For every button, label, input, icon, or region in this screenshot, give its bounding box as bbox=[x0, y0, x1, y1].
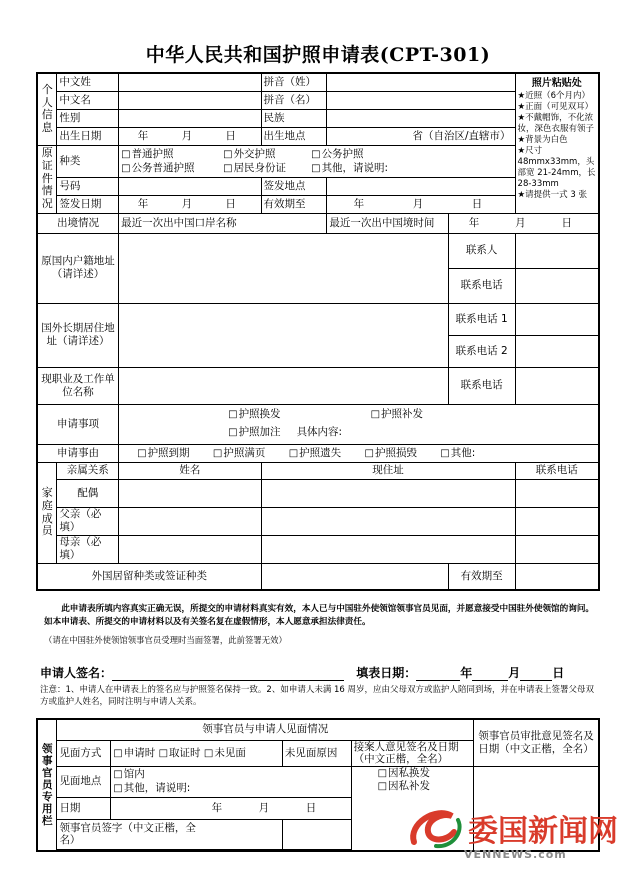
fill-day-field[interactable] bbox=[520, 669, 552, 681]
opt-damaged[interactable]: □ 护照损毁 bbox=[365, 447, 417, 459]
dob-field[interactable]: 年 月 日 bbox=[119, 127, 261, 145]
home-address-label: 原国内户籍地址（请详述） bbox=[37, 233, 119, 303]
form-title: 中华人民共和国护照申请表(CPT-301) bbox=[145, 44, 491, 66]
meeting-mode-label: 见面方式 bbox=[57, 740, 111, 766]
photo-rule: ★背景为白色 bbox=[517, 135, 568, 146]
dob-label: 出生日期 bbox=[57, 127, 119, 145]
meeting-date-label: 日期 bbox=[57, 797, 111, 819]
job-phone-label: 联系电话 bbox=[448, 367, 515, 404]
contact-person-label: 联系人 bbox=[448, 233, 515, 268]
valid-until-label: 有效期至 bbox=[261, 195, 327, 213]
job-label: 现职业及工作单位名称 bbox=[37, 367, 119, 404]
cn-surname-label: 中文姓 bbox=[57, 73, 119, 91]
consul-signature-field[interactable] bbox=[282, 819, 351, 849]
approver-header: 领事官员审批意见签名及日期（中文正楷，全名） bbox=[474, 719, 599, 766]
opt-ordinary-passport[interactable]: □ 普通护照 bbox=[121, 147, 223, 162]
phone2-label: 联系电话 2 bbox=[448, 335, 515, 367]
opt-meet-none[interactable]: □ 未见面 bbox=[204, 747, 246, 759]
residence-type-label: 外国居留种类或签证种类 bbox=[37, 563, 261, 590]
issue-place-label: 签发地点 bbox=[261, 177, 327, 195]
watermark-logo bbox=[404, 800, 634, 870]
pinyin-surname-field[interactable] bbox=[327, 73, 515, 91]
pinyin-name-label: 拼音（名） bbox=[261, 91, 327, 109]
job-phone-field[interactable] bbox=[515, 367, 599, 404]
father-name-field[interactable] bbox=[119, 507, 261, 535]
receiver-header: 接案人意见签名及日期（中文正楷，全名） bbox=[351, 740, 473, 766]
exit-label: 出境情况 bbox=[37, 213, 119, 233]
address-header: 现住址 bbox=[261, 462, 515, 479]
applicant-signature-label: 申请人签名： bbox=[40, 666, 113, 680]
signature-row: 申请人签名： 填表日期： 年 月 日 bbox=[40, 666, 565, 680]
opt-public-ordinary-passport[interactable]: □ 公务普通护照 bbox=[121, 161, 223, 176]
meeting-mode-options bbox=[111, 740, 283, 766]
abroad-address-field[interactable] bbox=[119, 303, 449, 367]
phone2-field[interactable] bbox=[515, 335, 599, 367]
spouse-phone-field[interactable] bbox=[515, 479, 599, 507]
pinyin-name-field[interactable] bbox=[327, 91, 515, 109]
mother-phone-field[interactable] bbox=[515, 535, 599, 563]
fill-year-field[interactable] bbox=[416, 669, 460, 681]
mother-name-field[interactable] bbox=[119, 535, 261, 563]
opt-endorse[interactable]: □ 护照加注 bbox=[228, 426, 280, 438]
endorse-detail-label: 具体内容: bbox=[296, 426, 343, 438]
cn-surname-field[interactable] bbox=[119, 73, 261, 91]
opt-expire[interactable]: □ 护照到期 bbox=[137, 447, 189, 459]
gender-label: 性别 bbox=[57, 109, 119, 127]
cert-group-label: 原 证 件 情 况 bbox=[37, 145, 57, 213]
meeting-header: 领事官员与申请人见面情况 bbox=[57, 719, 474, 740]
notes: 注意：1、申请人在申请表上的签名应与护照签名保持一致。2、如申请人未满 16 周岁，应由父母双方或监护人陪同到场，并在申请表上签署父母双方或监护人姓名，同时注明与申请人关系。 bbox=[40, 685, 595, 708]
photo-rule: ★请提供一式 3 张 bbox=[517, 190, 587, 201]
opt-reason-other[interactable]: □ 其他: bbox=[440, 447, 475, 459]
opt-diplomatic-passport[interactable]: □ 外交护照 bbox=[223, 147, 311, 162]
no-meet-reason-label: 未见面原因 bbox=[282, 740, 351, 766]
phone1-field[interactable] bbox=[515, 303, 599, 335]
photo-rule: ★近照（6个月内） bbox=[517, 91, 591, 101]
valid-until-field[interactable]: 年 月 日 bbox=[327, 195, 515, 213]
spouse-label: 配偶 bbox=[57, 479, 119, 507]
reason-label: 申请事由 bbox=[37, 444, 119, 462]
meeting-place-options bbox=[111, 766, 351, 797]
opt-meet-collect[interactable]: □ 取证时 bbox=[159, 747, 201, 759]
cert-type-label: 种类 bbox=[57, 145, 119, 177]
mother-label: 母亲（必填） bbox=[57, 535, 119, 563]
declaration-note: （请在中国驻外使领馆领事官员受理时当面签署，此前签署无效） bbox=[44, 635, 287, 645]
photo-rule: ★正面（可见双耳） bbox=[517, 102, 594, 113]
photo-area bbox=[515, 73, 599, 213]
opt-renew-private[interactable]: □ 因私换发 bbox=[378, 767, 471, 781]
issue-place-field[interactable] bbox=[327, 177, 515, 195]
home-phone-label: 联系电话 bbox=[448, 268, 515, 303]
father-label: 父亲（必填） bbox=[57, 507, 119, 535]
consul-signature-label: 领事官员签字（中文正楷，全名） bbox=[57, 819, 282, 849]
application-items bbox=[119, 404, 599, 444]
opt-full[interactable]: □ 护照满页 bbox=[213, 447, 265, 459]
phone-header: 联系电话 bbox=[515, 462, 599, 479]
application-items-label: 申请事项 bbox=[37, 404, 119, 444]
birthplace-field[interactable]: 省（自治区/直辖市） bbox=[327, 127, 515, 145]
cert-number-label: 号码 bbox=[57, 177, 119, 195]
cert-type-options bbox=[119, 145, 515, 177]
father-address-field[interactable] bbox=[261, 507, 515, 535]
issue-date-field[interactable]: 年 月 日 bbox=[119, 195, 261, 213]
residence-valid-label: 有效期至 bbox=[448, 563, 515, 590]
phone1-label: 联系电话 1 bbox=[448, 303, 515, 335]
swirl-logo-icon bbox=[406, 802, 466, 852]
opt-lost[interactable]: □ 护照遗失 bbox=[289, 447, 341, 459]
consul-group-label: 领 事 官 员 专 用 栏 bbox=[37, 719, 57, 851]
photo-rule: ★尺寸 48mmx33mm，头部宽 21-24mm，长 28-33mm bbox=[517, 146, 596, 190]
pinyin-surname-label: 拼音（姓） bbox=[261, 73, 327, 91]
spouse-name-field[interactable] bbox=[119, 479, 261, 507]
exit-time-label: 最近一次出中国境时间 bbox=[327, 213, 448, 233]
exit-port-label: 最近一次出中国口岸名称 bbox=[119, 213, 327, 233]
watermark-en-text: VENNEWS.com bbox=[464, 848, 567, 861]
mother-address-field[interactable] bbox=[261, 535, 515, 563]
gender-field[interactable] bbox=[119, 109, 261, 127]
opt-id-card[interactable]: □ 居民身份证 bbox=[223, 161, 311, 176]
contact-person-field[interactable] bbox=[515, 233, 599, 268]
job-field[interactable] bbox=[119, 367, 449, 404]
birthplace-label: 出生地点 bbox=[261, 127, 327, 145]
spouse-address-field[interactable] bbox=[261, 479, 515, 507]
cert-number-field[interactable] bbox=[119, 177, 261, 195]
opt-place-other[interactable]: □ 其他，请说明: bbox=[113, 782, 348, 796]
name-header: 姓名 bbox=[119, 462, 261, 479]
family-group-label: 家 庭 成 员 bbox=[37, 462, 57, 563]
opt-reissue-private[interactable]: □ 因私补发 bbox=[378, 780, 471, 794]
cn-name-label: 中文名 bbox=[57, 91, 119, 109]
application-table bbox=[36, 72, 600, 591]
opt-reissue[interactable]: □ 护照补发 bbox=[371, 408, 423, 420]
fill-month-field[interactable] bbox=[472, 669, 508, 681]
abroad-address-label: 国外长期居住地址（请详述） bbox=[37, 303, 119, 367]
declaration: 此申请表所填内容真实正确无误，所提交的申请材料真实有效，本人已与中国驻外使领馆领事官员见面，并愿意接受中国驻外使领馆的询问。如本申请表、所提交的申请材料以及有关签名复在虚假情形，本人愿意承担法律责任。 bbox=[44, 604, 595, 628]
exit-time-field[interactable]: 年 月 日 bbox=[448, 213, 599, 233]
meeting-date-field[interactable]: 年 月 日 bbox=[111, 797, 351, 819]
ethnicity-field[interactable] bbox=[327, 109, 515, 127]
fill-date-label: 填表日期： bbox=[356, 666, 417, 680]
meeting-place-label: 见面地点 bbox=[57, 766, 111, 797]
photo-title: 照片粘贴处 bbox=[531, 78, 582, 89]
residence-valid-field[interactable] bbox=[515, 563, 599, 590]
cn-name-field[interactable] bbox=[119, 91, 261, 109]
ethnicity-label: 民族 bbox=[261, 109, 327, 127]
opt-official-passport[interactable]: □ 公务护照 bbox=[311, 147, 363, 162]
watermark-cn-text: 委国新闻网 bbox=[468, 814, 618, 849]
issue-date-label: 签发日期 bbox=[57, 195, 119, 213]
personal-group-label: 个 人 信 息 bbox=[37, 73, 57, 145]
photo-rule: ★不戴帽饰，不化浓妆，深色衣服有领子 bbox=[517, 113, 595, 135]
father-phone-field[interactable] bbox=[515, 507, 599, 535]
relation-header: 亲属关系 bbox=[57, 462, 119, 479]
home-phone-field[interactable] bbox=[515, 268, 599, 303]
home-address-field[interactable] bbox=[119, 233, 449, 303]
opt-renew[interactable]: □ 护照换发 bbox=[228, 408, 280, 420]
opt-meet-apply[interactable]: □ 申请时 bbox=[113, 747, 155, 759]
residence-type-field[interactable] bbox=[261, 563, 448, 590]
reason-options bbox=[119, 444, 599, 462]
opt-other[interactable]: □ 其他，请说明: bbox=[311, 161, 388, 176]
opt-place-in[interactable]: □ 馆内 bbox=[113, 768, 348, 782]
applicant-signature-field[interactable] bbox=[112, 669, 344, 681]
